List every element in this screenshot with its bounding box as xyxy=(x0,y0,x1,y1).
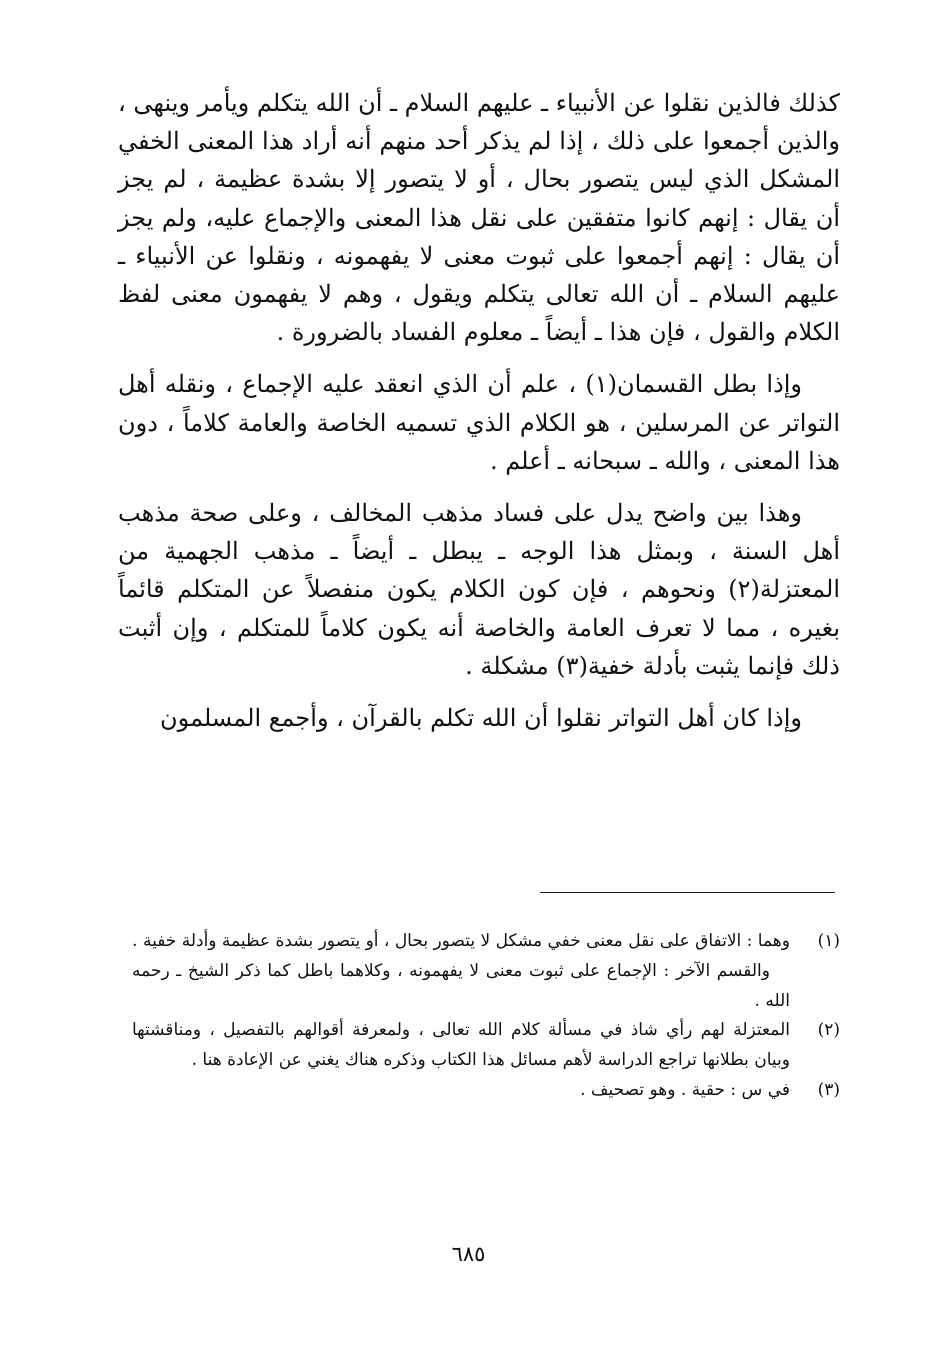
paragraph-3: وهذا بين واضح يدل على فساد مذهب المخالف ، وعلى صحة مذهب أهل السنة ، وبمثل هذا الوجه ـ يبطل ـ أيضاً ـ مذهب الجهمية من المعتزلة(٢) ونحوهم ، فإن كون الكلام يكون منفصلاً عن المتكلم قائماً بغيره ، مما لا تعرف العامة والخاصة أنه يكون كلاماً للمتكلم ، وإن أثبت ذلك فإنما يثبت بأدلة خفية(٣) مشكلة . xyxy=(118,499,840,680)
main-text xyxy=(118,84,840,737)
paragraph-4: وإذا كان أهل التواتر نقلوا أن الله تكلم بالقرآن ، وأجمع المسلمون xyxy=(160,704,802,733)
paragraph-2: وإذا بطل القسمان(١) ، علم أن الذي انعقد عليه الإجماع ، ونقله أهل التواتر عن المرسلين ، هو الكلام الذي تسميه الخاصة والعامة كلاماً ، دون هذا المعنى ، والله ـ سبحانه ـ أعلم . xyxy=(118,370,840,475)
page-number: ٦٨٥ xyxy=(451,1242,486,1266)
footnote-2 xyxy=(132,1016,840,1076)
footnote-1 xyxy=(132,927,840,957)
footnote-text: وهما : الاتفاق على نقل معنى خفي مشكل لا يتصور بحال ، أو يتصور بشدة عظيمة وأدلة خفية . xyxy=(132,931,790,951)
footnote-number: (١) xyxy=(817,931,840,951)
footnote-divider xyxy=(540,892,835,893)
footnote-1-continuation: والقسم الآخر : الإجماع على ثبوت معنى لا يفهمونه ، وكلاهما باطل كما ذكر الشيخ ـ رحمه الله . xyxy=(132,960,790,1011)
footnote-3 xyxy=(132,1076,840,1106)
footnote-text: في س : حقية . وهو تصحيف . xyxy=(580,1079,790,1100)
paragraph-1: كذلك فالذين نقلوا عن الأنبياء ـ عليهم السلام ـ أن الله يتكلم ويأمر وينهى ، والذين أجمعوا على ذلك ، إذا لم يذكر أحد منهم أنه أراد هذا المعنى الخفي المشكل الذي ليس يتصور بحال ، أو لا يتصور إلا بشدة عظيمة ، لم يجز أن يقال : إنهم كانوا متفقين على نقل هذا المعنى والإجماع عليه، ولم يجز أن يقال : إنهم أجمعوا على ثبوت معنى لا يفهمونه ، ونقلوا عن الأنبياء ـ عليهم السلام ـ أن الله تعالى يتكلم ويقول ، وهم لا يفهمون معنى لفظ الكلام والقول ، فإن هذا ـ أيضاً ـ معلوم الفساد بالضرورة . xyxy=(118,89,840,347)
footnote-number: (٢) xyxy=(817,1020,840,1041)
footnote-number: (٣) xyxy=(817,1079,840,1100)
footnote-text: المعتزلة لهم رأي شاذ في مسألة كلام الله تعالى ، ولمعرفة أقوالهم بالتفصيل ، ومناقشتها وبيان بطلانها تراجع الدراسة لأهم مسائل هذا الكتاب وذكره هناك يغني عن الإعادة هنا . xyxy=(132,1020,790,1071)
footnotes xyxy=(132,927,840,1106)
